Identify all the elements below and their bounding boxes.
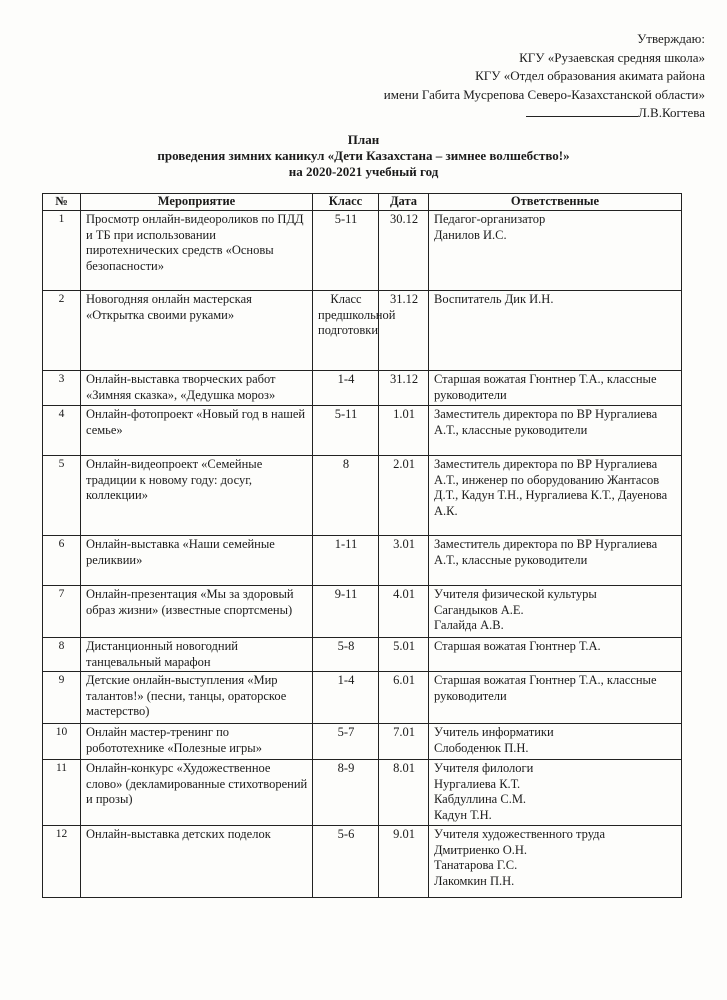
table-header-row [43,194,682,211]
document-title [0,132,727,180]
row-date: 4.01 [379,586,429,638]
row-num: 2 [43,291,81,371]
row-event: Просмотр онлайн-видеороликов по ПДД и ТБ при использовании пиротехнических средств «Основы безопасности» [81,211,313,291]
row-date: 31.12 [379,371,429,406]
row-date: 9.01 [379,826,429,898]
row-date: 31.12 [379,291,429,371]
row-num: 4 [43,406,81,456]
table-row [43,406,682,456]
row-responsible: Учитель информатики Слободенюк П.Н. [429,724,682,760]
approval-block [384,30,705,123]
header-class: Класс [313,194,379,211]
row-class: 5-11 [313,406,379,456]
approval-school: КГУ «Рузаевская средняя школа» [519,49,705,65]
row-num: 1 [43,211,81,291]
table-row [43,724,682,760]
row-num: 8 [43,638,81,672]
row-responsible: Учителя физической культуры Сагандыков А.Е. Галайда А.В. [429,586,682,638]
row-responsible: Заместитель директора по ВР Нургалиева А.Т., классные руководители [429,536,682,586]
row-responsible: Учителя художественного труда Дмитриенко О.Н. Танатарова Г.С. Лакомкин П.Н. [429,826,682,898]
approval-heading: Утверждаю: [637,31,705,46]
row-class: Класс предшкольной подготовки [313,291,379,371]
row-date: 8.01 [379,760,429,826]
row-date: 6.01 [379,672,429,724]
row-responsible: Старшая вожатая Гюнтнер Т.А., классные руководители [429,672,682,724]
row-date: 5.01 [379,638,429,672]
table-row [43,211,682,291]
row-responsible: Заместитель директора по ВР Нургалиева А.Т., инженер по оборудованию Жантасов Д.Т., Кадун Т.Н., Нургалиева К.Т., Дауенова А.К. [429,456,682,536]
title-subject: проведения зимних каникул «Дети Казахстана – зимнее волшебство!» [157,148,570,163]
row-date: 3.01 [379,536,429,586]
plan-table [42,193,682,898]
row-class: 8 [313,456,379,536]
table-row [43,536,682,586]
table-row [43,586,682,638]
header-date: Дата [379,194,429,211]
row-event: Онлайн-презентация «Мы за здоровый образ жизни» (известные спортсмены) [81,586,313,638]
table-row [43,456,682,536]
row-responsible: Воспитатель Дик И.Н. [429,291,682,371]
row-responsible: Учителя филологи Нургалиева К.Т. Кабдуллина С.М. Кадун Т.Н. [429,760,682,826]
row-event: Онлайн-фотопроект «Новый год в нашей семье» [81,406,313,456]
row-date: 2.01 [379,456,429,536]
row-class: 1-4 [313,371,379,406]
row-event: Онлайн-выставка детских поделок [81,826,313,898]
row-num: 10 [43,724,81,760]
row-num: 5 [43,456,81,536]
row-class: 1-11 [313,536,379,586]
row-responsible: Заместитель директора по ВР Нургалиева А.Т., классные руководители [429,406,682,456]
row-event: Онлайн-выставка творческих работ «Зимняя сказка», «Дедушка мороз» [81,371,313,406]
row-class: 1-4 [313,672,379,724]
row-num: 6 [43,536,81,586]
table-row [43,760,682,826]
row-num: 12 [43,826,81,898]
title-year: на 2020-2021 учебный год [288,164,439,179]
row-class: 5-7 [313,724,379,760]
row-date: 30.12 [379,211,429,291]
row-responsible: Старшая вожатая Гюнтнер Т.А. [429,638,682,672]
approval-signature-row [384,104,705,123]
row-num: 11 [43,760,81,826]
row-event: Новогодняя онлайн мастерская «Открытка своими руками» [81,291,313,371]
signature-line [526,104,638,117]
row-class: 8-9 [313,760,379,826]
table-row [43,371,682,406]
row-num: 3 [43,371,81,406]
table-row [43,672,682,724]
row-event: Онлайн мастер-тренинг по робототехнике «Полезные игры» [81,724,313,760]
approval-district: имени Габита Мусрепова Северо-Казахстанской области» [383,86,705,102]
header-event: Мероприятие [81,194,313,211]
row-event: Онлайн-видеопроект «Семейные традиции к новому году: досуг, коллекции» [81,456,313,536]
row-event: Онлайн-выставка «Наши семейные реликвии» [81,536,313,586]
row-date: 1.01 [379,406,429,456]
approval-signer: Л.В.Когтева [637,105,705,120]
row-date: 7.01 [379,724,429,760]
row-class: 5-8 [313,638,379,672]
header-num: № [43,194,81,211]
row-num: 9 [43,672,81,724]
row-responsible: Педагог-организатор Данилов И.С. [429,211,682,291]
table-row [43,826,682,898]
row-responsible: Старшая вожатая Гюнтнер Т.А., классные руководители [429,371,682,406]
row-class: 5-11 [313,211,379,291]
title-plan: План [347,132,380,147]
row-class: 9-11 [313,586,379,638]
row-event: Дистанционный новогодний танцевальный марафон [81,638,313,672]
row-class: 5-6 [313,826,379,898]
table-row [43,291,682,371]
approval-department: КГУ «Отдел образования акимата района [475,68,705,83]
table-row [43,638,682,672]
row-num: 7 [43,586,81,638]
row-event: Детские онлайн-выступления «Мир талантов!» (песни, танцы, ораторское мастерство) [81,672,313,724]
header-responsible: Ответственные [429,194,682,211]
row-event: Онлайн-конкурс «Художественное слово» (декламированные стихотворений и прозы) [81,760,313,826]
